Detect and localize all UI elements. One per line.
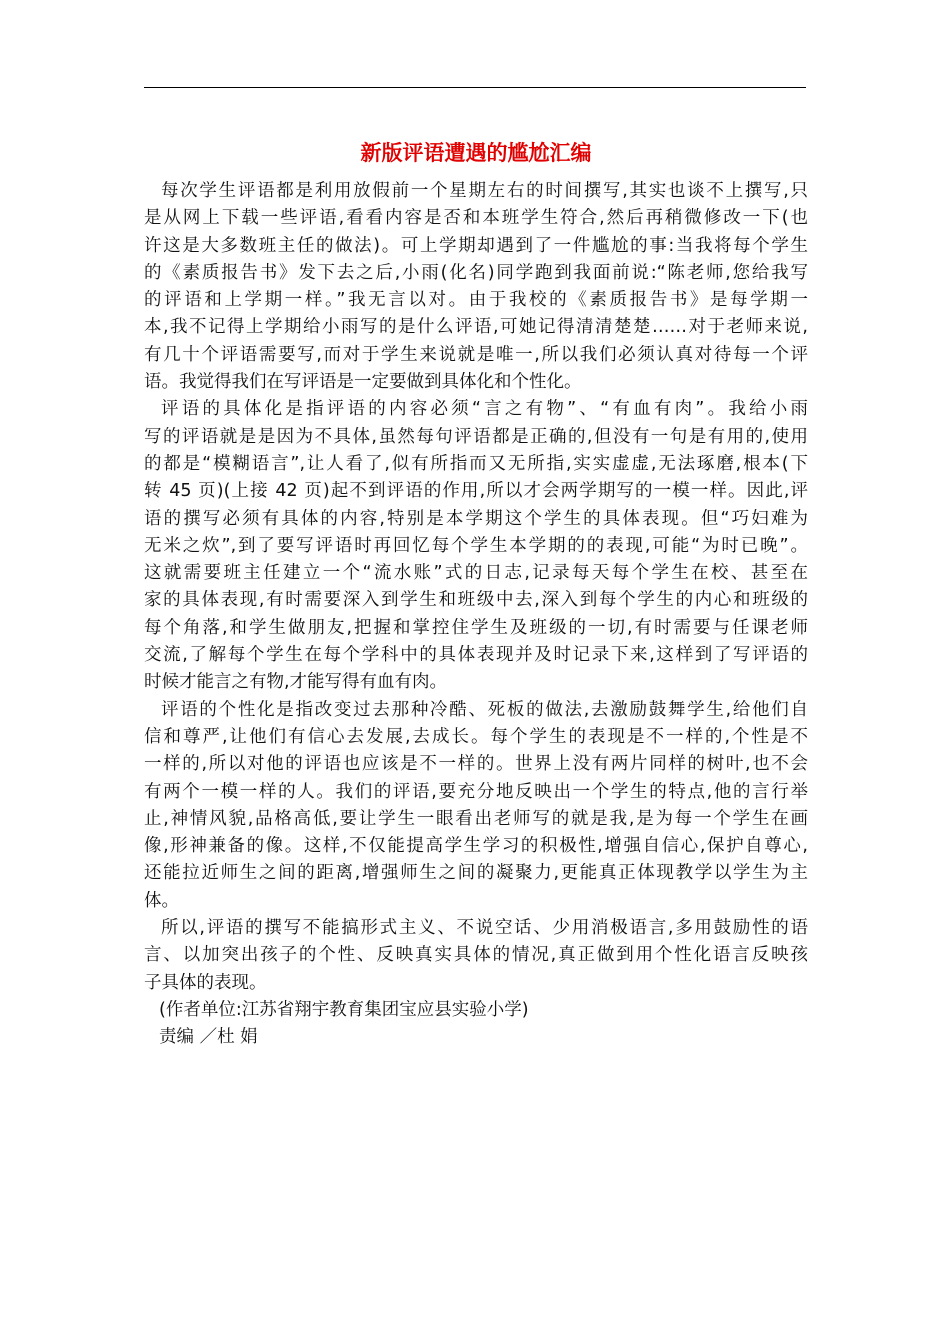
paragraph-line: 的《素质报告书》发下去之后,小雨(化名)同学跑到我面前说:“陈老师,您给我写 bbox=[144, 262, 808, 283]
paragraph-line: 本,我不记得上学期给小雨写的是什么评语,可她记得清清楚楚……对于老师来说, bbox=[144, 317, 808, 338]
paragraph-line: 有几十个评语需要写,而对于学生来说就是唯一,所以我们必须认真对待每一个评 bbox=[144, 344, 808, 365]
paragraph-line: 子具体的表现。 bbox=[144, 972, 267, 993]
paragraph-line: 语。我觉得我们在写评语是一定要做到具体化和个性化。 bbox=[144, 372, 582, 393]
paragraph-line: 写的评语就是是因为不具体,虽然每句评语都是正确的,但没有一句是有用的,使用 bbox=[144, 426, 808, 447]
paragraph-line: 言、以加突出孩子的个性、反映真实具体的情况,真正做到用个性化语言反映孩 bbox=[144, 945, 808, 966]
article-body bbox=[144, 178, 808, 997]
paragraph bbox=[144, 915, 808, 997]
paragraph-line: 无米之炊”,到了要写评语时再回忆每个学生本学期的的表现,可能“为时已晚”。 bbox=[144, 535, 808, 556]
editor-credit: 责编 ／杜 娟 bbox=[159, 1027, 258, 1048]
paragraph-line: 像,形神兼备的像。这样,不仅能提高学生学习的积极性,增强自信心,保护自尊心, bbox=[144, 836, 808, 857]
paragraph-line: 评语的个性化是指改变过去那种冷酷、死板的做法,去激励鼓舞学生,给他们自 bbox=[161, 699, 808, 720]
article-title: 新版评语遭遇的尴尬汇编 bbox=[360, 141, 592, 165]
paragraph-line: 的评语和上学期一样。”我无言以对。由于我校的《素质报告书》是每学期一 bbox=[144, 290, 808, 311]
header-rule bbox=[144, 87, 806, 88]
article bbox=[144, 134, 808, 1052]
paragraph bbox=[144, 178, 808, 396]
paragraph-line: 是从网上下载一些评语,看看内容是否和本班学生符合,然后再稍微修改一下(也 bbox=[144, 208, 808, 229]
paragraph-line: 家的具体表现,有时需要深入到学生和班级中去,深入到每个学生的内心和班级的 bbox=[144, 590, 808, 611]
paragraph bbox=[144, 396, 808, 696]
paragraph-line: 所以,评语的撰写不能搞形式主义、不说空话、少用消极语言,多用鼓励性的语 bbox=[161, 918, 808, 939]
paragraph-line: 许这是大多数班主任的做法)。可上学期却遇到了一件尴尬的事:当我将每个学生 bbox=[144, 235, 808, 256]
paragraph-line: 有两个一模一样的人。我们的评语,要充分地反映出一个学生的特点,他的言行举 bbox=[144, 781, 808, 802]
paragraph-line: 这就需要班主任建立一个“流水账”式的日志,记录每天每个学生在校、甚至在 bbox=[144, 563, 808, 584]
paragraph-line: 评语的具体化是指评语的内容必须“言之有物”、“有血有肉”。我给小雨 bbox=[161, 399, 808, 420]
paragraph-line: 信和尊严,让他们有信心去发展,去成长。每个学生的表现是不一样的,个性是不 bbox=[144, 726, 808, 747]
paragraph-line: 时候才能言之有物,才能写得有血有肉。 bbox=[144, 672, 448, 693]
author-unit: (作者单位:江苏省翔宇教育集团宝应县实验小学) bbox=[159, 999, 529, 1020]
paragraph bbox=[144, 697, 808, 915]
paragraph-line: 每个角落,和学生做朋友,把握和掌控住学生及班级的一切,有时需要与任课老师 bbox=[144, 617, 808, 638]
paragraph-line: 转 45 页)(上接 42 页)起不到评语的作用,所以才会两学期写的一模一样。因此,评 bbox=[144, 481, 808, 502]
paragraph-line: 每次学生评语都是利用放假前一个星期左右的时间撰写,其实也谈不上撰写,只 bbox=[161, 181, 808, 201]
paragraph-line: 语的撰写必须有具体的内容,特别是本学期这个学生的具体表现。但“巧妇难为 bbox=[144, 508, 808, 529]
paragraph-line: 的都是“模糊语言”,让人看了,似有所指而又无所指,实实虚虚,无法琢磨,根本(下 bbox=[144, 453, 808, 474]
paragraph-line: 止,神情风貌,品格高低,要让学生一眼看出老师写的就是我,是为每一个学生在画 bbox=[144, 808, 808, 829]
paragraph-line: 还能拉近师生之间的距离,增强师生之间的凝聚力,更能真正体现教学以学生为主 bbox=[144, 863, 808, 884]
paragraph-line: 一样的,所以对他的评语也应该是不一样的。世界上没有两片同样的树叶,也不会 bbox=[144, 754, 808, 775]
paragraph-line: 交流,了解每个学生在每个学科中的具体表现并及时记录下来,这样到了写评语的 bbox=[144, 645, 808, 666]
paragraph-line: 体。 bbox=[144, 890, 179, 911]
